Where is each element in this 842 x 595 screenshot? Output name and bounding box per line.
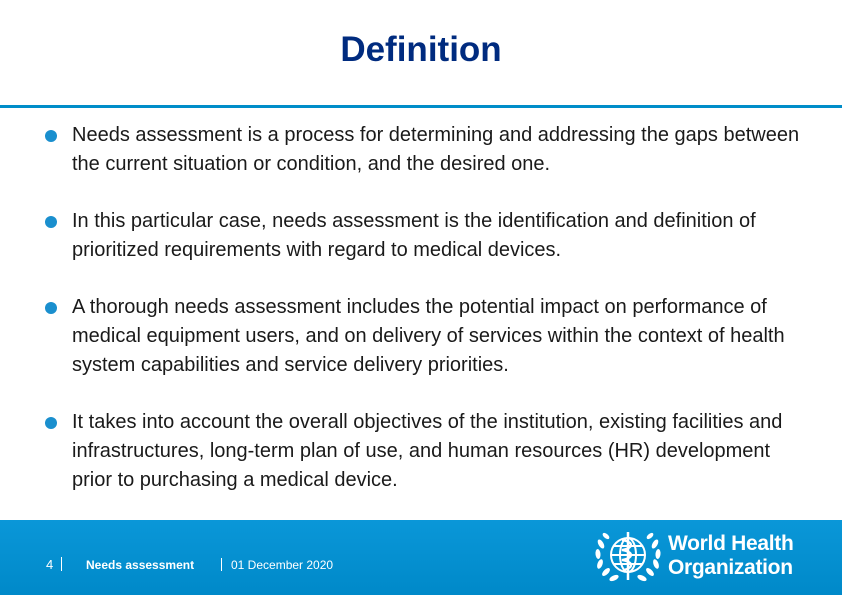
bullet-text: A thorough needs assessment includes the potential impact on performance of medical equipment users, and on delivery of services within the context of health system capabilities and service delivery priorities.: [72, 296, 785, 376]
bullet-list: [44, 121, 814, 523]
who-emblem-icon: [592, 526, 664, 588]
bullet-dot-icon: [45, 417, 57, 429]
footer-divider: [221, 558, 222, 571]
who-logo-line2: Organization: [668, 556, 793, 579]
bullet-item: [44, 408, 814, 495]
bullet-item: [44, 121, 814, 179]
bullet-text: Needs assessment is a process for determining and addressing the gaps between the current situation or condition, and the desired one.: [72, 124, 800, 175]
footer-bar: [0, 520, 842, 595]
bullet-dot-icon: [45, 130, 57, 142]
who-logo-line1: World Health: [668, 532, 794, 555]
title-divider: [0, 105, 842, 108]
page-number-divider: [61, 557, 62, 571]
footer-section-title: Needs assessment: [86, 558, 195, 572]
bullet-text: In this particular case, needs assessment is the identification and definition of prioritized requirements with regard to medical devices.: [72, 210, 756, 261]
bullet-dot-icon: [45, 216, 57, 228]
slide-title: Definition: [340, 30, 502, 69]
bullet-text: It takes into account the overall objectives of the institution, existing facilities and infrastructures, long-term plan of use, and human resources (HR) development prior to purchasing a medical device.: [72, 411, 783, 491]
who-logo: [592, 526, 802, 588]
footer-date: 01 December 2020: [231, 558, 334, 572]
bullet-item: [44, 207, 814, 265]
bullet-dot-icon: [45, 302, 57, 314]
bullet-item: [44, 293, 814, 380]
page-number: 4: [46, 557, 54, 572]
